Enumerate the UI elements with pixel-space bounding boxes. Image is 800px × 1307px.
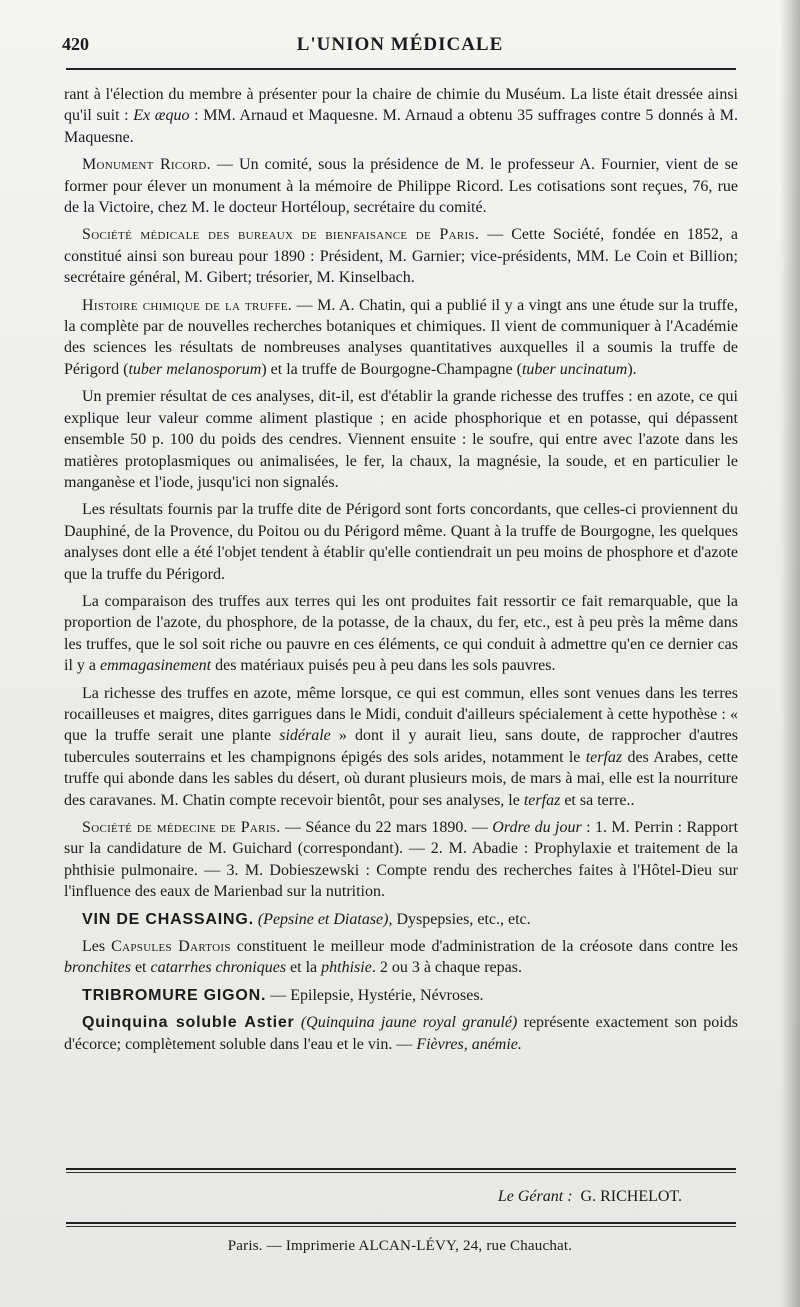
- footer-rule-bottom: [66, 1222, 736, 1224]
- paragraph-richesse-azote: La richesse des truffes en azote, même lorsque, ce qui est commun, elles sont venues dans les terres rocailleuses et maigres, dites garrigues dans le Midi, conduit d'ailleurs spécialement à cette hypothèse : « que la truffe serait une plante sidérale » dont il y aurait lieu, sans doute, de rapprocher d'autres tubercules souterrains et les champignons épigés des sols arides, notamment le terfaz des Arabes, cette truffe qui abonde dans les sables du désert, où durant plusieurs mois, de mars à mai, elle est la nourriture des caravanes. M. Chatin compte recevoir bientôt, pour ses analyses, le terfaz et sa terre..: [64, 684, 739, 809]
- footer-rule-bottom-thin: [66, 1226, 736, 1227]
- imprint-line: Paris. — Imprimerie ALCAN-LÉVY, 24, rue Chauchat.: [227, 1238, 573, 1254]
- signature-label: Le Gérant :: [497, 1188, 573, 1205]
- section-heading: Monument Ricord.: [82, 156, 211, 174]
- paragraph-societe-medecine: Société de médecine de Paris. — Séance du 22 mars 1890. — Ordre du jour : 1. M. Perrin : Rapport sur la candidature de M. Guichard (correspondant). — 2. M. Abadie : Prophylaxie et traitement de la phthisie pulmonaire. — 3. M. Dobieszewski : Compte rendu des recherches faites à l'Hôtel-Dieu sur l'influence des eaux de Marienbad sur la nutrition.: [64, 819, 739, 901]
- ad-vin-chassaing: VIN DE CHASSAING. (Pepsine et Diatase), Dyspepsies, etc., etc.: [82, 910, 531, 928]
- page-header: [62, 30, 738, 64]
- footer-rule-top-thin: [66, 1172, 736, 1173]
- article-body: [64, 84, 738, 1061]
- ad-quinquina-astier: Quinquina soluble Astier (Quinquina jaune royal granulé) représente exactement son poids d'écorce; complètement soluble dans l'eau et le vin. — Fièvres, anémie.: [64, 1014, 738, 1053]
- running-head: L'UNION MÉDICALE: [296, 34, 504, 55]
- section-heading: Société médicale des bureaux de bienfaisance de Paris.: [82, 226, 480, 244]
- paragraph-monument-ricord: Monument Ricord. — Un comité, sous la présidence de M. le professeur A. Fournier, vient de se former pour élever un monument à la mémoire de Philippe Ricord. Les cotisations sont reçues, 76, rue de la Victoire, chez M. le docteur Hortéloup, secrétaire du comité.: [64, 156, 738, 217]
- ad-tribromure-gigon: TRIBROMURE GIGON. — Epilepsie, Hystérie, Névroses.: [82, 986, 484, 1004]
- page-edge-shadow: [780, 0, 800, 1307]
- paragraph-resultats: Les résultats fournis par la truffe dite de Périgord sont forts concordants, que celles-ci proviennent du Dauphiné, de la Provence, du Poitou ou du Périgord même. Quant à la truffe de Bourgogne, les quelques analyses dont elle a été l'objet tendent à établir qu'elle contiendrait un peu moins de phosphore et d'azote que la truffe du Périgord.: [64, 501, 738, 583]
- signature-gerant: [498, 1188, 682, 1206]
- page-number: 420: [62, 34, 89, 54]
- paragraph-histoire-truffe: Histoire chimique de la truffe. — M. A. Chatin, qui a publié il y a vingt ans une étude sur la truffe, la complète par de nouvelles recherches botaniques et chimiques. Il vient de communiquer à l'Académie des sciences les résultats de nombreuses analyses quantitatives auxquelles il a soumis la truffe de Périgord (tuber melanosporum) et la truffe de Bourgogne-Champagne (tuber uncinatum).: [64, 296, 738, 378]
- ad-capsules-dartois: Les Capsules Dartois constituent le meilleur mode d'administration de la créosote dans contre les bronchites et catarrhes chroniques et la phthisie. 2 ou 3 à chaque repas.: [64, 938, 739, 977]
- section-heading: Société de médecine de Paris.: [82, 819, 281, 836]
- section-heading: Histoire chimique de la truffe.: [82, 296, 293, 314]
- paragraph-museum-election: rant à l'élection du membre à présenter pour la chaire de chimie du Muséum. La liste était dressée ainsi qu'il suit : Ex æquo : MM. Arnaud et Maquesne. M. Arnaud a obtenu 35 suffrages contre 5 donnés à M. Maquesne.: [64, 86, 739, 146]
- paragraph-comparaison: La comparaison des truffes aux terres qui les ont produites fait ressortir ce fait remarquable, que la proportion de l'azote, du phosphore, de la potasse, de la chaux, du fer, etc., est à peu près la même dans les truffes, que le sol soit riche ou pauvre en ces éléments, ce qui conduit à admettre qu'en ce dernier cas il y a emmagasinement des matériaux puisés peu à peu dans les sols pauvres.: [64, 592, 738, 675]
- paragraph-societe-bienfaisance: Société médicale des bureaux de bienfaisance de Paris. — Cette Société, fondée en 1852, a constitué ainsi son bureau pour 1890 : Président, M. Garnier; vice-présidents, MM. Le Coin et Billion; secrétaire général, M. Gibert; trésorier, M. Kinselbach.: [64, 226, 739, 287]
- footer-rule-top: [66, 1168, 736, 1170]
- signature-name: G. RICHELOT.: [580, 1188, 682, 1205]
- header-rule: [66, 68, 736, 70]
- paragraph-analyses: Un premier résultat de ces analyses, dit-il, est d'établir la grande richesse des truffes : en azote, ce qui explique leur valeur comme aliment plastique ; en acide phosphorique et en potasse, qui dépassent ensemble 50 p. 100 du poids des cendres. Viennent ensuite : le soufre, qui entre avec l'azote dans les matières protoplasmiques ou animalisées, le fer, la chaux, la magnésie, la soude, et en particulier le manganèse et l'iode, jusqu'ici non signalés.: [64, 388, 738, 491]
